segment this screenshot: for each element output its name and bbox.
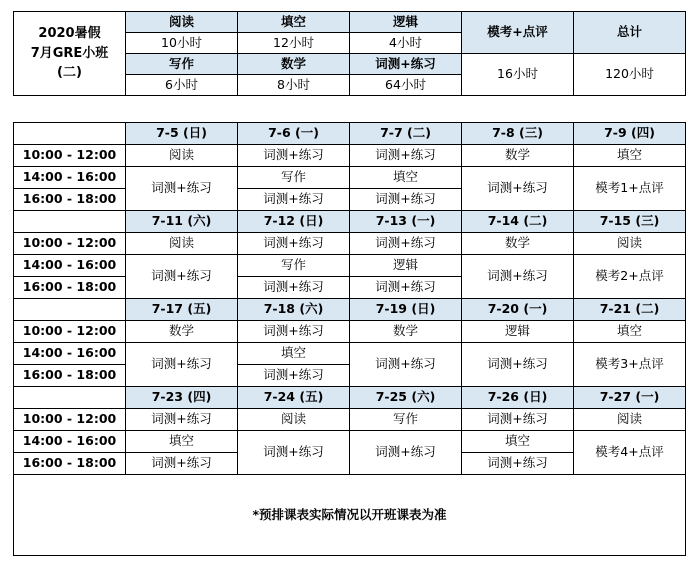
class-cell: 词测+练习 xyxy=(126,343,238,387)
date-cell: 7-25 (六) xyxy=(350,387,462,409)
subject-fill-hours: 12小时 xyxy=(238,33,350,54)
class-cell: 词测+练习 xyxy=(462,167,574,211)
time-slot-label: 10:00 - 12:00 xyxy=(14,145,126,167)
subject-writing-hours: 6小时 xyxy=(126,75,238,96)
time-slot-label: 10:00 - 12:00 xyxy=(14,321,126,343)
class-cell: 词测+练习 xyxy=(350,233,462,255)
class-cell: 词测+练习 xyxy=(126,167,238,211)
schedule-note: *预排课表实际情况以开班课表为准 xyxy=(14,475,686,556)
course-title-line3: (二) xyxy=(57,65,82,81)
week-1-header-row xyxy=(14,123,686,145)
class-cell: 词测+练习 xyxy=(462,255,574,299)
class-cell: 词测+练习 xyxy=(462,343,574,387)
date-cell: 7-21 (二) xyxy=(574,299,686,321)
date-cell: 7-7 (二) xyxy=(350,123,462,145)
total-label: 总计 xyxy=(574,12,686,54)
date-cell: 7-20 (一) xyxy=(462,299,574,321)
class-cell: 填空 xyxy=(126,431,238,453)
subject-vocab-hours: 64小时 xyxy=(350,75,462,96)
subject-math-hours: 8小时 xyxy=(238,75,350,96)
class-cell: 词测+练习 xyxy=(462,409,574,431)
date-cell: 7-14 (二) xyxy=(462,211,574,233)
subject-mock-hours: 16小时 xyxy=(462,54,574,96)
subject-fill-label: 填空 xyxy=(238,12,350,33)
date-cell: 7-11 (六) xyxy=(126,211,238,233)
class-cell: 数学 xyxy=(126,321,238,343)
class-cell: 模考2+点评 xyxy=(574,255,686,299)
class-cell: 词测+练习 xyxy=(238,189,350,211)
time-slot-label: 16:00 - 18:00 xyxy=(14,189,126,211)
class-cell: 填空 xyxy=(574,321,686,343)
course-summary-table xyxy=(13,11,686,96)
class-cell: 词测+练习 xyxy=(350,277,462,299)
subject-reading-hours: 10小时 xyxy=(126,33,238,54)
class-cell: 写作 xyxy=(238,255,350,277)
week-3-morning-row xyxy=(14,321,686,343)
time-slot-label: 14:00 - 16:00 xyxy=(14,167,126,189)
week-1-morning-row xyxy=(14,145,686,167)
class-cell: 阅读 xyxy=(574,233,686,255)
time-slot-label: 10:00 - 12:00 xyxy=(14,233,126,255)
note-row xyxy=(14,475,686,556)
class-cell: 词测+练习 xyxy=(126,255,238,299)
class-cell: 词测+练习 xyxy=(238,233,350,255)
date-cell: 7-6 (一) xyxy=(238,123,350,145)
date-cell: 7-13 (一) xyxy=(350,211,462,233)
class-cell: 逻辑 xyxy=(462,321,574,343)
class-cell: 填空 xyxy=(238,343,350,365)
date-cell: 7-9 (四) xyxy=(574,123,686,145)
week-4-morning-row xyxy=(14,409,686,431)
date-cell: 7-26 (日) xyxy=(462,387,574,409)
class-cell: 写作 xyxy=(238,167,350,189)
header-blank-cell xyxy=(14,299,126,321)
date-cell: 7-15 (三) xyxy=(574,211,686,233)
class-cell: 填空 xyxy=(462,431,574,453)
week-1-afternoon-row xyxy=(14,167,686,189)
class-cell: 阅读 xyxy=(126,145,238,167)
subject-logic-hours: 4小时 xyxy=(350,33,462,54)
time-slot-label: 16:00 - 18:00 xyxy=(14,453,126,475)
class-cell: 模考1+点评 xyxy=(574,167,686,211)
class-cell: 阅读 xyxy=(574,409,686,431)
subject-vocab-label: 词测+练习 xyxy=(350,54,462,75)
class-cell: 词测+练习 xyxy=(126,409,238,431)
date-cell: 7-18 (六) xyxy=(238,299,350,321)
time-slot-label: 10:00 - 12:00 xyxy=(14,409,126,431)
class-cell: 词测+练习 xyxy=(126,453,238,475)
week-2-afternoon-row xyxy=(14,255,686,277)
header-blank-cell xyxy=(14,387,126,409)
subject-mock-label: 模考+点评 xyxy=(462,12,574,54)
schedule-table xyxy=(13,122,686,556)
time-slot-label: 14:00 - 16:00 xyxy=(14,255,126,277)
date-cell: 7-19 (日) xyxy=(350,299,462,321)
subject-logic-label: 逻辑 xyxy=(350,12,462,33)
class-cell: 词测+练习 xyxy=(350,343,462,387)
class-cell: 词测+练习 xyxy=(350,189,462,211)
week-2-morning-row xyxy=(14,233,686,255)
class-cell: 阅读 xyxy=(238,409,350,431)
class-cell: 词测+练习 xyxy=(350,431,462,475)
date-cell: 7-17 (五) xyxy=(126,299,238,321)
subject-math-label: 数学 xyxy=(238,54,350,75)
class-cell: 词测+练习 xyxy=(238,431,350,475)
class-cell: 数学 xyxy=(462,233,574,255)
class-cell: 词测+练习 xyxy=(462,453,574,475)
time-slot-label: 16:00 - 18:00 xyxy=(14,365,126,387)
header-blank-cell xyxy=(14,211,126,233)
course-title xyxy=(14,12,126,96)
date-cell: 7-24 (五) xyxy=(238,387,350,409)
time-slot-label: 16:00 - 18:00 xyxy=(14,277,126,299)
class-cell: 逻辑 xyxy=(350,255,462,277)
class-cell: 模考3+点评 xyxy=(574,343,686,387)
date-cell: 7-12 (日) xyxy=(238,211,350,233)
time-slot-label: 14:00 - 16:00 xyxy=(14,343,126,365)
date-cell: 7-5 (日) xyxy=(126,123,238,145)
course-title-line2: 7月GRE小班 xyxy=(30,45,109,61)
total-hours: 120小时 xyxy=(574,54,686,96)
date-cell: 7-23 (四) xyxy=(126,387,238,409)
class-cell: 数学 xyxy=(350,321,462,343)
class-cell: 词测+练习 xyxy=(350,145,462,167)
class-cell: 填空 xyxy=(350,167,462,189)
date-cell: 7-8 (三) xyxy=(462,123,574,145)
class-cell: 词测+练习 xyxy=(238,365,350,387)
class-cell: 填空 xyxy=(574,145,686,167)
class-cell: 阅读 xyxy=(126,233,238,255)
header-blank-cell xyxy=(14,123,126,145)
time-slot-label: 14:00 - 16:00 xyxy=(14,431,126,453)
week-4-header-row xyxy=(14,387,686,409)
subject-reading-label: 阅读 xyxy=(126,12,238,33)
date-cell: 7-27 (一) xyxy=(574,387,686,409)
course-title-line1: 2020暑假 xyxy=(38,26,101,42)
week-3-header-row xyxy=(14,299,686,321)
class-cell: 模考4+点评 xyxy=(574,431,686,475)
subject-writing-label: 写作 xyxy=(126,54,238,75)
class-cell: 词测+练习 xyxy=(238,321,350,343)
class-cell: 写作 xyxy=(350,409,462,431)
class-cell: 数学 xyxy=(462,145,574,167)
class-cell: 词测+练习 xyxy=(238,145,350,167)
class-cell: 词测+练习 xyxy=(238,277,350,299)
week-4-afternoon-row xyxy=(14,431,686,453)
week-3-afternoon-row xyxy=(14,343,686,365)
week-2-header-row xyxy=(14,211,686,233)
